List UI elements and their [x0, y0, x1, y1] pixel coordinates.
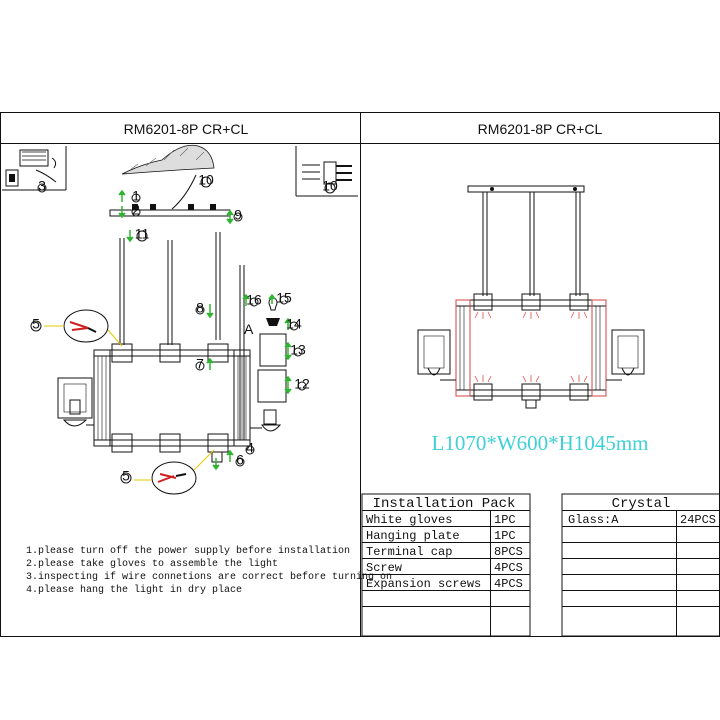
svg-text:7: 7: [196, 355, 204, 372]
letter-a-label: A: [244, 321, 254, 337]
glove-icon: [20, 150, 48, 166]
crystal-item: Glass:A: [568, 513, 619, 527]
ceiling-texture: [122, 145, 214, 174]
wire-detail-top: [44, 310, 122, 346]
pack-qty: 4PCS: [494, 577, 523, 591]
crystal-qty: 24PCS: [680, 513, 717, 527]
svg-text:15: 15: [276, 289, 292, 306]
svg-text:13: 13: [290, 341, 306, 358]
installation-pack-title: Installation Pack: [372, 496, 516, 512]
dimensions-label: L1070*W600*H1045mm: [431, 431, 649, 455]
pack-qty: 4PCS: [494, 561, 523, 575]
svg-text:3: 3: [38, 177, 46, 194]
right-panel-title: RM6201-8P CR+CL: [477, 121, 603, 137]
svg-text:12: 12: [294, 375, 310, 392]
hanging-plate: [110, 210, 230, 216]
svg-text:8: 8: [196, 299, 204, 316]
svg-text:4: 4: [246, 439, 254, 456]
pack-item: White gloves: [366, 513, 453, 527]
light-rays: [475, 312, 587, 382]
pack-qty: 1PC: [494, 529, 516, 543]
svg-text:6: 6: [236, 451, 244, 468]
bulb-holder-icon: [266, 318, 280, 326]
glass-shade-top: [260, 334, 286, 366]
svg-text:10: 10: [322, 177, 338, 194]
crystal-table: [562, 494, 720, 636]
instruction-2: 2.please take gloves to assemble the light: [26, 559, 279, 570]
instruction-1: 1.please turn off the power supply before installation: [26, 546, 351, 557]
pack-item: Screw: [366, 561, 403, 575]
left-panel-title: RM6201-8P CR+CL: [123, 121, 249, 137]
svg-text:10: 10: [198, 171, 214, 188]
callout-markers: [31, 172, 338, 484]
pack-item: Expansion screws: [366, 577, 482, 591]
safety-icons-box: [2, 146, 66, 190]
installation-pack-table: [362, 494, 530, 636]
svg-text:16: 16: [246, 291, 262, 308]
svg-text:5: 5: [32, 315, 40, 332]
assembled-fixture: [418, 186, 644, 408]
svg-text:5: 5: [122, 467, 130, 484]
glass-shade-bottom: [258, 370, 286, 402]
instruction-4: 4.please hang the light in dry place: [26, 585, 243, 596]
pack-qty: 1PC: [494, 513, 516, 527]
svg-text:2: 2: [132, 201, 140, 218]
pack-qty: 8PCS: [494, 545, 523, 559]
instruction-3: 3.inspecting if wire connetions are correct before turning on: [26, 572, 393, 583]
lamp-frame-exploded: [94, 344, 250, 462]
pack-item: Hanging plate: [366, 529, 460, 543]
supply-wire: [172, 175, 196, 209]
svg-text:1: 1: [132, 187, 140, 204]
hand-icon: [52, 158, 56, 168]
side-lamp-left: [58, 378, 94, 426]
side-lamp-right: [250, 410, 280, 431]
wire-detail-bottom: [134, 450, 214, 494]
svg-text:14: 14: [286, 315, 302, 332]
svg-text:9: 9: [234, 206, 242, 223]
pack-item: Terminal cap: [366, 545, 453, 559]
crystal-title: Crystal: [611, 496, 671, 512]
svg-text:11: 11: [134, 225, 150, 242]
instruction-list: [26, 545, 392, 596]
hanging-rods: [120, 232, 244, 440]
